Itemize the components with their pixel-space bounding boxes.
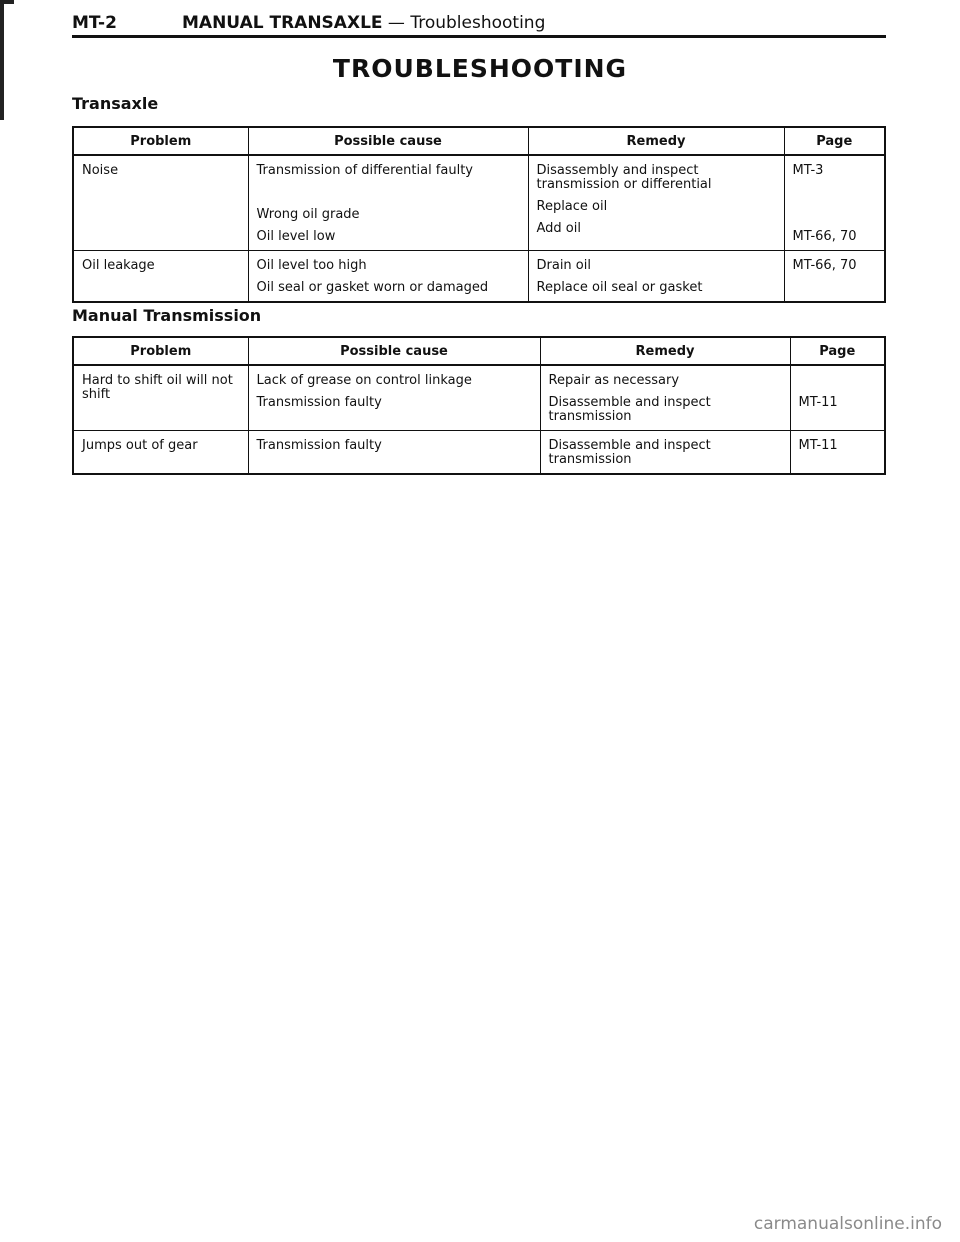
remedy-text: Disassemble and inspect transmission (548, 395, 711, 424)
page-ref: MT-66, 70 (792, 229, 857, 244)
transaxle-table (72, 126, 886, 303)
page-ref: MT-11 (798, 395, 838, 410)
remedy-text: Replace oil seal or gasket (536, 280, 703, 295)
section-title-manual-transmission: Manual Transmission (72, 306, 262, 325)
remedy-text: Replace oil (536, 199, 608, 214)
cause-text: Oil level too high (256, 258, 367, 273)
page-ref: MT-66, 70 (792, 258, 857, 273)
page-spacer (799, 374, 877, 388)
page-header (72, 10, 884, 36)
page-ref: MT-3 (792, 163, 824, 178)
remedy-text: Drain oil (536, 258, 591, 273)
remedy-text: Repair as necessary (548, 373, 680, 388)
remedy-cell (540, 431, 790, 475)
problem-text: Noise (82, 163, 119, 178)
cause-text: Transmission of differential faulty (256, 163, 473, 178)
column-header-page: Page (784, 127, 885, 155)
problem-cell (73, 155, 248, 251)
column-header-problem: Problem (73, 337, 248, 365)
column-header-cause: Possible cause (248, 337, 540, 365)
section-title-transaxle: Transaxle (72, 94, 159, 113)
table-header-row (73, 337, 885, 365)
cause-text: Transmission faulty (256, 438, 382, 453)
problem-cell (73, 365, 248, 431)
table-row (73, 251, 885, 303)
remedy-cell (540, 365, 790, 431)
cause-text: Oil level low (256, 229, 336, 244)
problem-text: Oil leakage (82, 258, 155, 273)
table-row (73, 155, 885, 251)
page-spacer (793, 186, 877, 200)
cause-text: Oil seal or gasket worn or damaged (256, 280, 489, 295)
table-row (73, 431, 885, 475)
running-title-sub: — Troubleshooting (382, 13, 546, 33)
table-header-row (73, 127, 885, 155)
column-header-page: Page (790, 337, 885, 365)
page-spacer (793, 208, 877, 222)
header-rule (72, 35, 886, 38)
page-cell (784, 155, 885, 251)
problem-cell (73, 251, 248, 303)
remedy-cell (528, 251, 784, 303)
page-cell (790, 431, 885, 475)
page-number: MT-2 (72, 13, 117, 33)
cause-text: Lack of grease on control linkage (256, 373, 472, 388)
cause-text: Transmission faulty (256, 395, 382, 410)
cause-cell (248, 431, 540, 475)
page-title: TROUBLESHOOTING (332, 54, 628, 83)
cause-cell (248, 155, 528, 251)
remedy-text: Disassembly and inspect transmission or differential (536, 163, 712, 192)
running-title-main: MANUAL TRANSAXLE (182, 13, 383, 33)
problem-text: Jumps out of gear (82, 438, 198, 453)
cause-cell (248, 251, 528, 303)
manual-transmission-table (72, 336, 886, 475)
site-watermark: carmanualsonline.info (753, 1214, 942, 1234)
running-title (182, 13, 545, 33)
table-row (73, 365, 885, 431)
problem-text: Hard to shift oil will not shift (82, 373, 233, 402)
cause-text: Wrong oil grade (256, 207, 360, 222)
column-header-problem: Problem (73, 127, 248, 155)
page-corner-mark-top (0, 0, 14, 4)
remedy-text: Add oil (536, 221, 581, 236)
remedy-cell (528, 155, 784, 251)
remedy-text: Disassemble and inspect transmission (548, 438, 711, 467)
problem-cell (73, 431, 248, 475)
column-header-cause: Possible cause (248, 127, 528, 155)
cause-spacer (257, 186, 520, 200)
page-cell (790, 365, 885, 431)
cause-cell (248, 365, 540, 431)
page-cell (784, 251, 885, 303)
column-header-remedy: Remedy (528, 127, 784, 155)
page-ref: MT-11 (798, 438, 838, 453)
column-header-remedy: Remedy (540, 337, 790, 365)
